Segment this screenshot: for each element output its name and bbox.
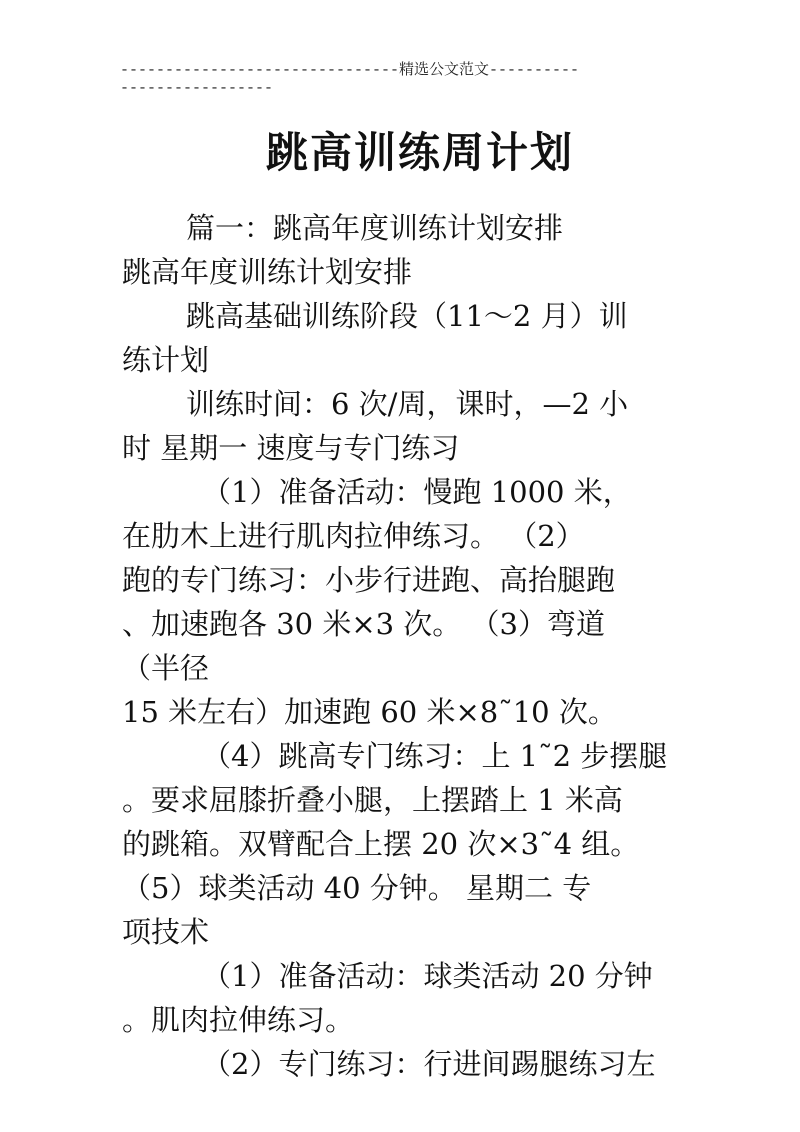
text-line: 练计划 [122, 343, 210, 377]
text-line: （1）准备活动：慢跑 1000 米， [202, 475, 632, 509]
document-title: 跳高训练周计划 [265, 128, 574, 177]
text-line: 跳高基础训练阶段（11～2 月）训 [186, 299, 628, 333]
text-line: 跳高年度训练计划安排 [122, 255, 413, 289]
text-line: 训练时间：6 次/周，课时，—2 小 [186, 387, 629, 421]
text-line: 15 米左右）加速跑 60 米×8˜10 次。 [122, 695, 617, 729]
text-line: 篇一：跳高年度训练计划安排 [186, 211, 564, 245]
text-line: （5）球类活动 40 分钟。 星期二 专 [122, 871, 592, 905]
text-line: （4）跳高专门练习：上 1˜2 步摆腿 [202, 739, 668, 773]
document-body [122, 206, 702, 1086]
header-separator-continuation: ----------------- [120, 80, 274, 97]
text-line: 在肋木上进行肌肉拉伸练习。 （2） [122, 519, 585, 553]
text-line: （2）专门练习：行进间踢腿练习左 [202, 1047, 656, 1081]
text-line: 。肌肉拉伸练习。 [122, 1003, 355, 1037]
text-line: （半径 [122, 651, 210, 685]
text-line: 、加速跑各 30 米×3 次。 （3）弯道 [122, 607, 605, 641]
text-line: 跑的专门练习：小步行进跑、高抬腿跑 [122, 563, 616, 597]
text-line: 项技术 [122, 915, 210, 949]
text-line: （1）准备活动：球类活动 20 分钟 [202, 959, 653, 993]
text-line: 。要求屈膝折叠小腿，上摆踏上 1 米高 [122, 783, 623, 817]
header-separator-title: -------------------------------精选公文范文---------- [120, 62, 580, 79]
text-line: 时 星期一 速度与专门练习 [122, 431, 460, 465]
text-line: 的跳箱。双臂配合上摆 20 次×3˜4 组。 [122, 827, 640, 861]
